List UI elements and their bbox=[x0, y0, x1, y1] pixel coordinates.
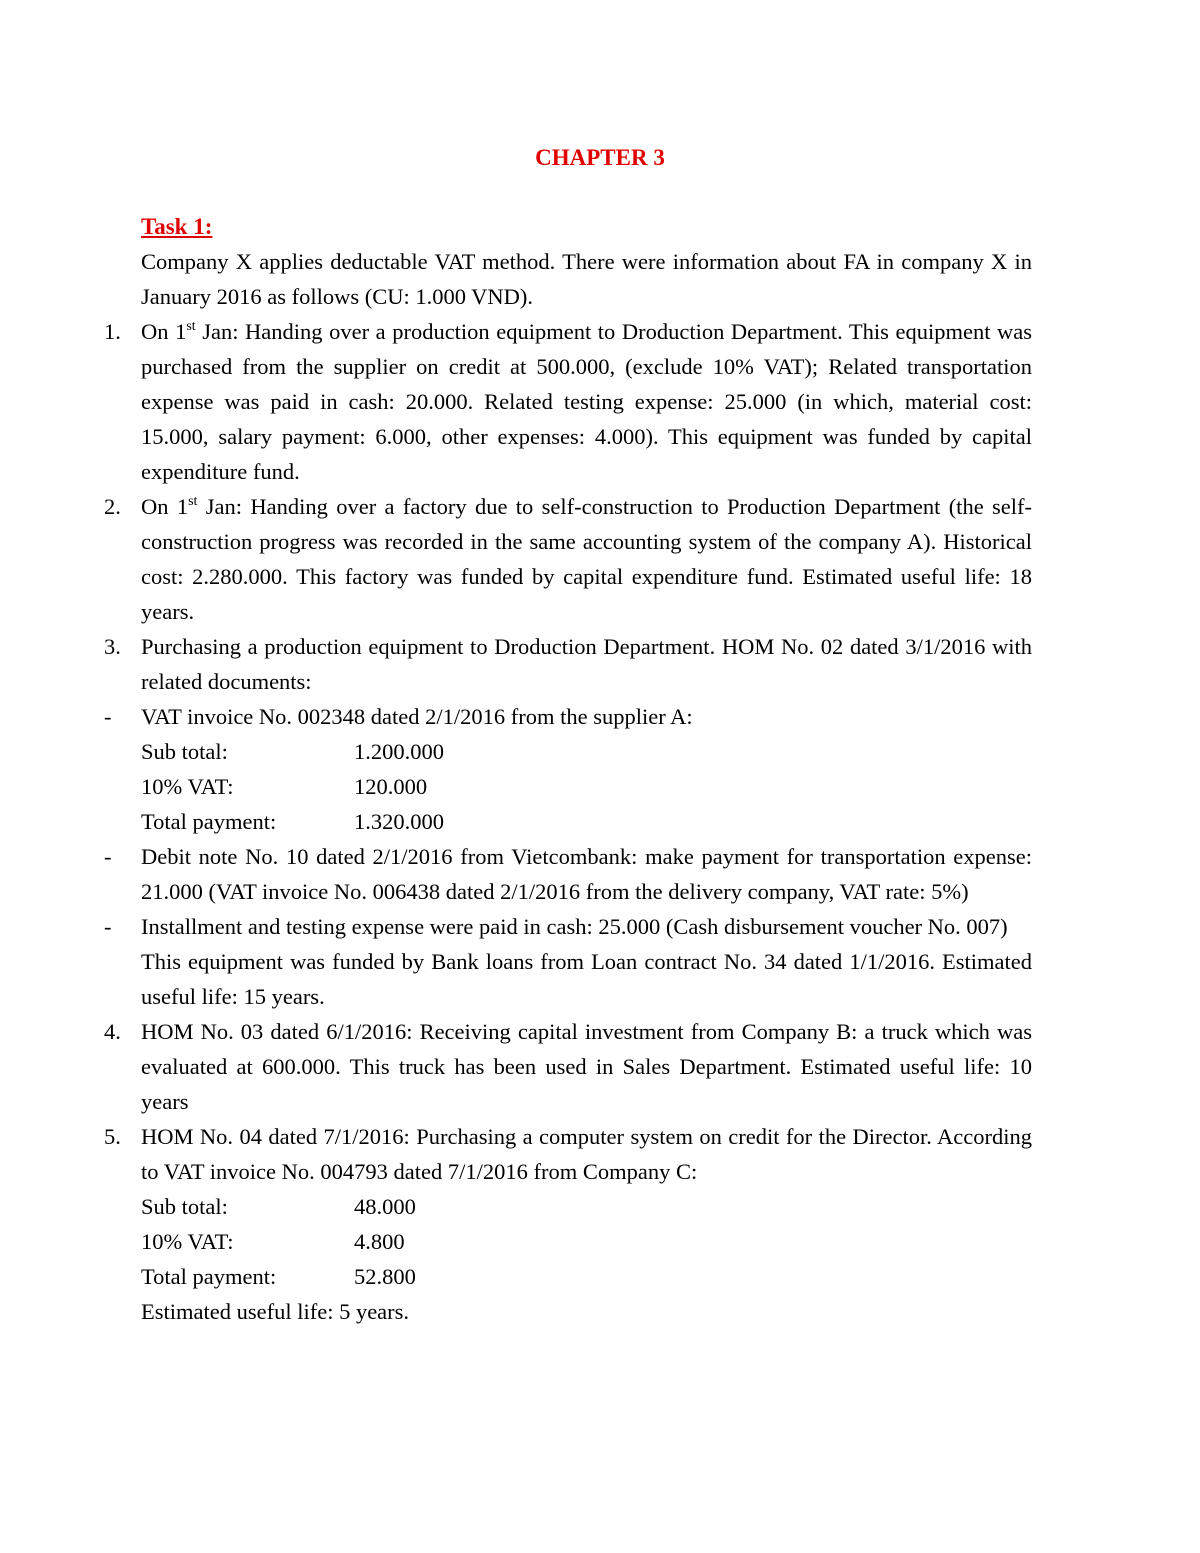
chapter-title: CHAPTER 3 bbox=[535, 145, 665, 170]
invoice-value: 48.000 bbox=[354, 1194, 416, 1219]
bullet-text: Installment and testing expense were paid in cash: 25.000 (Cash disbursement voucher No. 007) bbox=[141, 914, 1008, 939]
bullet-text: Debit note No. 10 dated 2/1/2016 from Vietcombank: make payment for transportation expense: 21.000 (VAT invoice No. 006438 dated 2/1/2016 from the delivery company, VAT rate: 5%) bbox=[141, 844, 1032, 904]
ordinal-suffix: st bbox=[188, 493, 198, 509]
list-number: 2. bbox=[104, 494, 121, 519]
item-text: Jan: Handing over a factory due to self-construction to Production Department (the self-construction progress was recorded in the same accounting system of the company A). Historical cost: 2.280.000. This factory was funded by capital expenditure fund. Estimated useful life: 18 years. bbox=[141, 494, 1033, 624]
invoice-a-table bbox=[104, 734, 1032, 839]
item-text: Purchasing a production equipment to Droduction Department. HOM No. 02 dated 3/1/2016 with related documents: bbox=[141, 634, 1032, 694]
task-title: Task 1: bbox=[141, 214, 213, 239]
invoice-row bbox=[104, 1224, 1032, 1259]
bullet-text: VAT invoice No. 002348 dated 2/1/2016 from the supplier A: bbox=[141, 704, 693, 729]
list-number: 1. bbox=[104, 319, 121, 344]
bullet-marker: - bbox=[104, 844, 112, 869]
invoice-value: 4.800 bbox=[354, 1229, 405, 1254]
invoice-row bbox=[104, 1189, 1032, 1224]
bullet-marker: - bbox=[104, 704, 112, 729]
invoice-row bbox=[104, 1259, 1032, 1294]
ordinal-suffix: st bbox=[186, 318, 196, 334]
invoice-c-table bbox=[104, 1189, 1032, 1294]
list-number: 3. bbox=[104, 634, 121, 659]
list-item-4 bbox=[104, 1014, 1032, 1119]
item-text: HOM No. 03 dated 6/1/2016: Receiving capital investment from Company B: a truck which was evaluated at 600.000. This truck has been used in Sales Department. Estimated useful life: 10 years bbox=[141, 1019, 1032, 1114]
invoice-value: 1.200.000 bbox=[354, 739, 444, 764]
item-text: HOM No. 04 dated 7/1/2016: Purchasing a computer system on credit for the Director. According to VAT invoice No. 004793 dated 7/1/2016 from Company C: bbox=[141, 1124, 1032, 1184]
list-item-2 bbox=[104, 489, 1032, 629]
list-item-5 bbox=[104, 1119, 1032, 1189]
item3-note: This equipment was funded by Bank loans from Loan contract No. 34 dated 1/1/2016. Estimated useful life: 15 years. bbox=[141, 949, 1032, 1009]
bullet-item bbox=[104, 699, 1032, 734]
invoice-value: 120.000 bbox=[354, 774, 428, 799]
invoice-label: Sub total: bbox=[141, 1194, 228, 1219]
invoice-label: Total payment: bbox=[141, 809, 277, 834]
item-lead: On 1 bbox=[141, 319, 187, 344]
item-text: Jan: Handing over a production equipment to Droduction Department. This equipment was purchased from the supplier on credit at 500.000, (exclude 10% VAT); Related transportation expense was paid in cash: 20.000. Related testing expense: 25.000 (in which, material cost: 15.000, salary payment: 6.000, other expenses: 4.000). This equipment was funded by capital expenditure fund. bbox=[141, 319, 1033, 484]
item-lead: On 1 bbox=[141, 494, 189, 519]
document-body bbox=[104, 244, 1032, 1329]
bullet-marker: - bbox=[104, 914, 112, 939]
invoice-row bbox=[104, 734, 1032, 769]
invoice-label: 10% VAT: bbox=[141, 774, 234, 799]
list-item-3 bbox=[104, 629, 1032, 699]
list-number: 5. bbox=[104, 1124, 121, 1149]
list-item-1 bbox=[104, 314, 1032, 489]
invoice-value: 1.320.000 bbox=[354, 809, 444, 834]
item5-note: Estimated useful life: 5 years. bbox=[141, 1299, 410, 1324]
bullet-item bbox=[104, 839, 1032, 909]
list-number: 4. bbox=[104, 1019, 121, 1044]
invoice-label: Sub total: bbox=[141, 739, 228, 764]
invoice-row bbox=[104, 804, 1032, 839]
invoice-label: Total payment: bbox=[141, 1264, 277, 1289]
invoice-row bbox=[104, 769, 1032, 804]
invoice-value: 52.800 bbox=[354, 1264, 416, 1289]
bullet-item bbox=[104, 909, 1032, 944]
intro-paragraph: Company X applies deductable VAT method. There were information about FA in company X in January 2016 as follows (CU: 1.000 VND). bbox=[141, 249, 1032, 309]
invoice-label: 10% VAT: bbox=[141, 1229, 234, 1254]
